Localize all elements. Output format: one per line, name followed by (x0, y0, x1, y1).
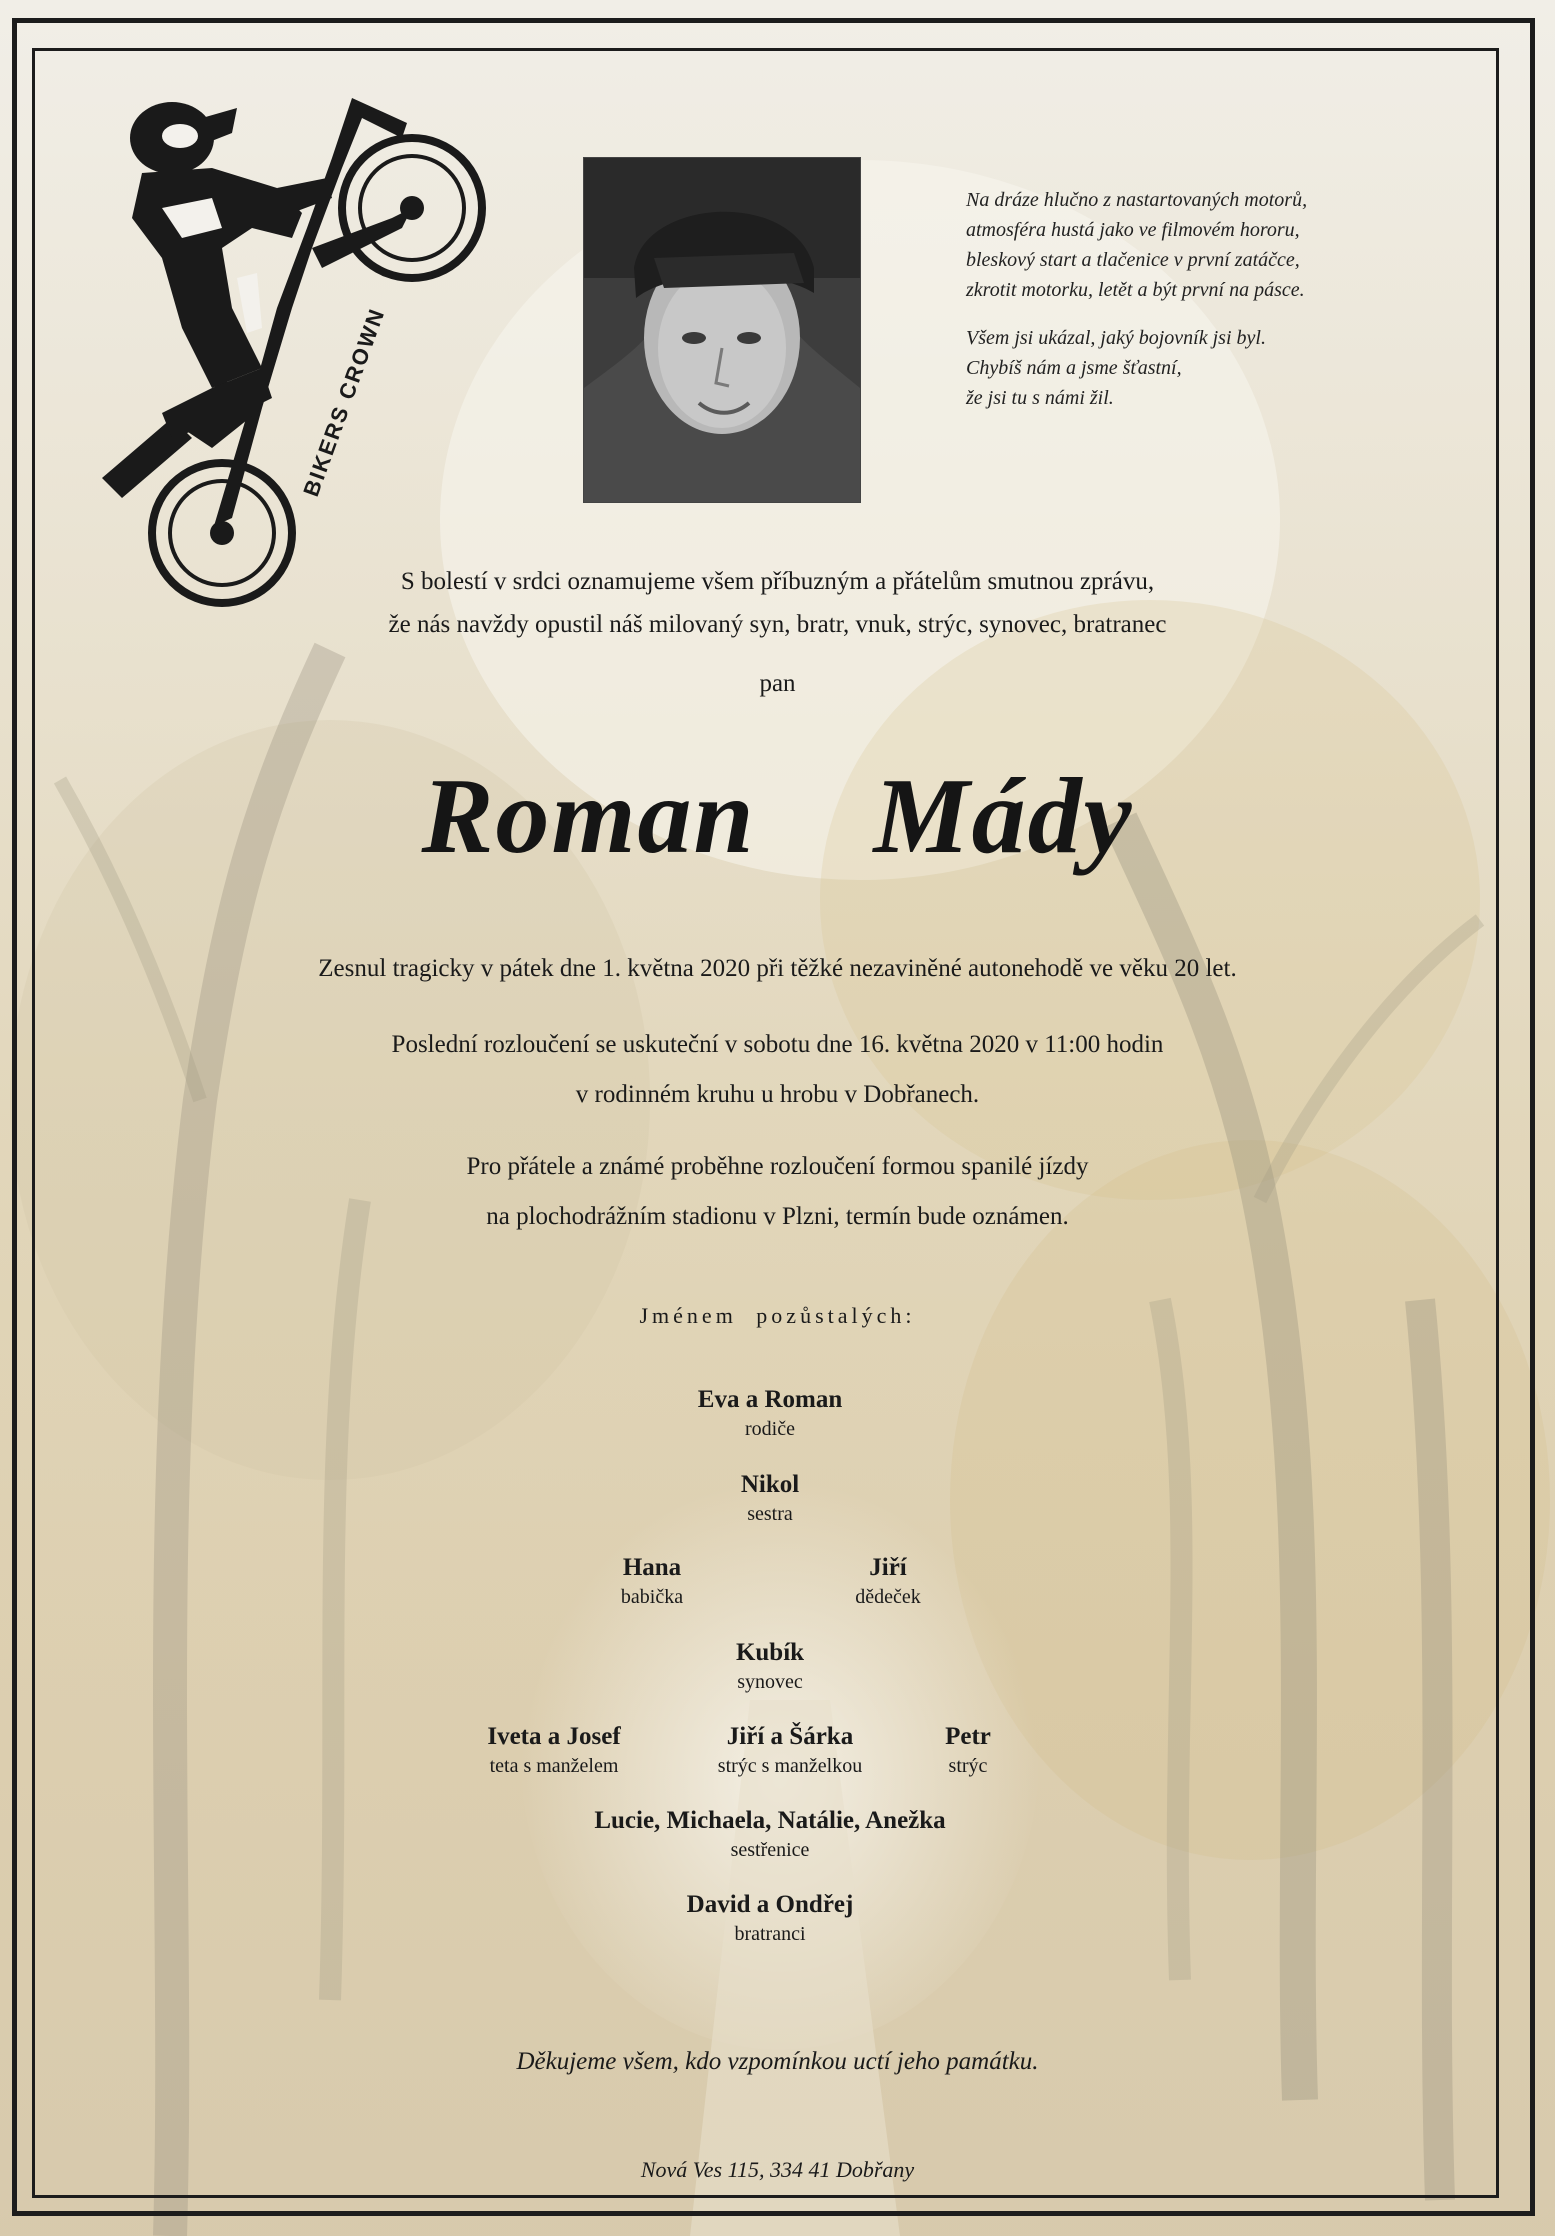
friends-farewell-line: na plochodrážním stadionu v Plzni, termín bude oznámen. (486, 1203, 1069, 1230)
intro-line: že nás navždy opustil náš milovaný syn, bratr, vnuk, strýc, synovec, bratranec (388, 611, 1167, 638)
family-member-relation: rodiče (745, 1418, 795, 1440)
family-member-name: Petr (945, 1723, 991, 1750)
farewell-line: v rodinném kruhu u hrobu v Dobřanech. (575, 1081, 980, 1108)
poem-line: Na dráze hlučno z nastartovaných motorů, (966, 189, 1308, 211)
family-member-relation: sestřenice (730, 1839, 810, 1861)
family-member (560, 1385, 980, 1443)
closing-thanks: Děkujeme všem, kdo vzpomínkou uctí jeho památku. (516, 2048, 1039, 2075)
bikers-crown-text: BIKERS CROWN (298, 304, 390, 500)
family-member-relation: dědeček (855, 1586, 921, 1608)
address: Nová Ves 115, 334 41 Dobřany (640, 2157, 915, 2182)
family-member-relation: sestra (747, 1503, 793, 1525)
poem-line: že jsi tu s námi žil. (966, 387, 1114, 409)
family-member (560, 1890, 980, 1948)
family-member (560, 1470, 980, 1528)
motocross-rider-logo (62, 78, 502, 618)
family-member-name: Lucie, Michaela, Natálie, Anežka (594, 1807, 946, 1834)
survivors-heading: Jménem pozůstalých: (639, 1303, 916, 1328)
family-member-name: Nikol (740, 1471, 800, 1498)
family-member-relation: bratranci (734, 1923, 806, 1945)
family-member-name: Jiří (869, 1554, 907, 1581)
poem-stanza-2 (966, 323, 1446, 413)
friends-farewell-line: Pro přátele a známé proběhne rozloučení formou spanilé jízdy (466, 1153, 1089, 1180)
poem-line: Všem jsi ukázal, jaký bojovník jsi byl. (966, 327, 1266, 349)
family-member-relation: strýc s manželkou (717, 1755, 863, 1777)
announcement-intro (0, 560, 1555, 646)
poem-line: bleskový start a tlačenice v první zatáčce, (966, 249, 1300, 271)
family-member-name: Kubík (735, 1639, 805, 1666)
family-member-name: Iveta a Josef (487, 1723, 621, 1750)
family-member-relation: synovec (737, 1671, 803, 1693)
portrait-photo (584, 158, 860, 502)
intro-line: S bolestí v srdci oznamujeme všem příbuzným a přátelům smutnou zprávu, (400, 568, 1155, 595)
farewell-info (0, 1020, 1555, 1120)
family-member-relation: babička (620, 1586, 684, 1608)
family-member (678, 1553, 1098, 1611)
poem-line: zkrotit motorku, letět a být první na pásce. (966, 279, 1305, 301)
poem-line: atmosféra hustá jako ve filmovém hororu, (966, 219, 1300, 241)
family-member-name: David a Ondřej (686, 1891, 854, 1918)
memorial-poem (966, 185, 1446, 413)
farewell-line: Poslední rozloučení se uskuteční v sobotu dne 16. května 2020 v 11:00 hodin (391, 1031, 1164, 1058)
friends-farewell-info (0, 1142, 1555, 1242)
family-member (758, 1722, 1178, 1780)
title-word: pan (759, 670, 796, 697)
deceased-name: Roman Mády (421, 757, 1134, 876)
poem-line: Chybíš nám a jsme šťastní, (966, 357, 1182, 379)
family-member-name: Hana (622, 1554, 682, 1581)
portrait-image (584, 158, 860, 502)
family-member-relation: strýc (948, 1755, 988, 1777)
family-member (560, 1638, 980, 1696)
family-member (460, 1806, 1080, 1864)
death-notice: Zesnul tragicky v pátek dne 1. května 2020 při těžké nezaviněné autonehodě ve věku 20 let. (318, 955, 1237, 982)
family-member-name: Jiří a Šárka (726, 1723, 854, 1750)
family-member-relation: teta s manželem (489, 1755, 619, 1777)
family-member-name: Eva a Roman (697, 1386, 843, 1413)
poem-stanza-1 (966, 185, 1446, 305)
